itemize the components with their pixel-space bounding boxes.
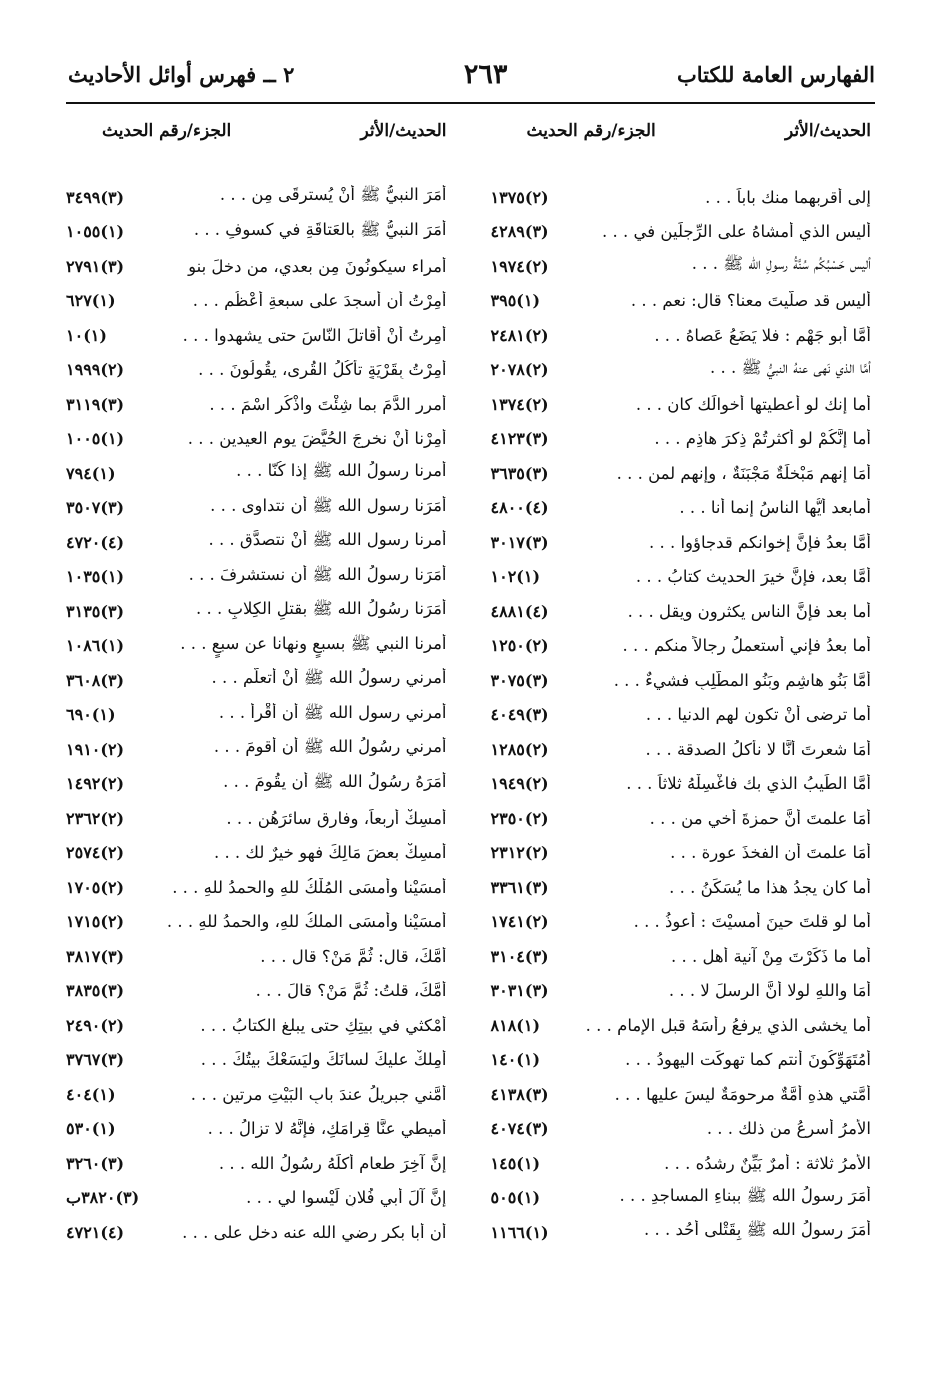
- index-entry: [66, 939, 451, 974]
- index-entry: [491, 1112, 876, 1147]
- hadith-reference: (٣)٣١١٩: [66, 394, 125, 414]
- index-entry: [66, 698, 451, 733]
- hadith-reference: (٣)٣٦٠٨: [66, 670, 125, 690]
- index-entry: [491, 974, 876, 1009]
- hadith-reference: (٣)٣٠١٧: [490, 532, 549, 552]
- hadith-reference: (٣)٣٠٣١: [490, 981, 549, 1001]
- hadith-opening-text: أمَّا بعدُ فإنَّ إخوانكم قدجاؤوا . . .: [648, 532, 871, 552]
- hadith-reference: (٣)٣٨٢٠ب: [66, 1188, 140, 1208]
- hadith-opening-text: أُمِرْتُ بِقَرْيَةٍ تأكُلُ القُرى، يقُولُونَ . . .: [198, 360, 447, 380]
- index-entry: [66, 353, 451, 388]
- hadith-opening-text: أمَّني جبريلُ عندَ بابِ البَيْتِ مرتين . . .: [190, 1084, 447, 1104]
- hadith-opening-text: إلى أقربهما منك باباً . . .: [705, 187, 871, 207]
- hadith-opening-text: أمَا إنهم مَبْخلَةٌ مَجْبَنَةٌ ، وإنهم لمن . . .: [616, 463, 871, 483]
- hadith-opening-text: إنَّ آخِرَ طعامٍ أكلَهُ رسُولُ الله . . .: [218, 1153, 447, 1173]
- index-entry: [66, 663, 451, 698]
- hadith-reference: (٢)١٩١٠: [66, 739, 125, 759]
- hadith-opening-text: أمرني رسُولُ الله ﷺ أن أقومَ . . .: [213, 737, 447, 757]
- hadith-opening-text: أمِلكْ عليكَ لسانَكَ وليَسَعْكَ بيتُكَ . . .: [200, 1050, 447, 1070]
- index-entry: [66, 387, 451, 422]
- index-entry: [491, 905, 876, 940]
- hadith-opening-text: الأمرُ أسرعُ من ذلك . . .: [706, 1119, 871, 1139]
- hadith-opening-text: أمَرَنا رسولُ الله ﷺ أن نستشرفَ . . .: [188, 564, 447, 584]
- hadith-reference: (٢)٢٥٧٤: [66, 843, 125, 863]
- header-rule: [66, 102, 875, 104]
- hadith-reference: (١)٣٩٥: [490, 291, 541, 311]
- column-header: [491, 106, 876, 156]
- book-index-title: الفهارس العامة للكتاب: [676, 61, 875, 87]
- hadith-reference: (١)٧٩٤: [66, 463, 116, 483]
- hadith-reference: (٢)٢٤٩٠: [66, 1015, 125, 1035]
- index-entry: [491, 732, 876, 767]
- right-entries: [491, 180, 876, 1250]
- hadith-reference: (١)٤٠٤: [66, 1084, 116, 1104]
- index-entry: [491, 663, 876, 698]
- hadith-opening-text: أُمَّتي هذهِ أُمَّةٌ مرحومَةٌ ليسَ عليها . . .: [614, 1084, 871, 1104]
- hadith-reference: (٢)١٧٠٥: [66, 877, 125, 897]
- hadith-opening-text: أمسَيْنا وأمسَى الملكُ للهِ، والحمدُ للهِ . . .: [166, 912, 447, 932]
- index-entry: [66, 629, 451, 664]
- hadith-reference: (٢)٢٣٥٠: [490, 808, 549, 828]
- hadith-opening-text: أما يخشى الذي يرفعُ رأسَهُ قبل الإمام . . .: [585, 1015, 871, 1035]
- hadith-opening-text: أمسَيْنا وأمسَى المُلْكُ للهِ والحمدُ للهِ . . .: [172, 877, 447, 897]
- column-header-hadith: الحديث/الأثر: [785, 121, 871, 141]
- hadith-opening-text: أما إنَّكُمْ لو أكثرتُمْ ذِكرَ هاذِمِ . . .: [654, 429, 871, 449]
- hadith-opening-text: أمَرَ النبيُّ ﷺ أنْ يُسترقَى مِن . . .: [219, 185, 447, 205]
- hadith-opening-text: أمْكثي في بيتِكِ حتى يبلغ الكتابُ . . .: [200, 1015, 447, 1035]
- index-entry: [491, 525, 876, 560]
- hadith-reference: (١)١٤٠: [490, 1050, 541, 1070]
- hadith-opening-text: أن أبا بكر رضي الله عنه دخل على . . .: [182, 1222, 447, 1242]
- hadith-reference: (١)١٠٢: [490, 567, 541, 587]
- index-entry: [66, 318, 451, 353]
- hadith-reference: (١)٥٣٠: [66, 1119, 116, 1139]
- hadith-reference: (٣)٣٨٣٥: [66, 981, 125, 1001]
- hadith-reference: (١)١٠٠٥: [66, 429, 125, 449]
- column-header-ref: الجزء/رقم الحديث: [526, 121, 656, 141]
- hadith-reference: (٣)٤٠٤٩: [490, 705, 549, 725]
- hadith-reference: (٣)٣١٣٥: [66, 601, 125, 621]
- index-entry: [491, 870, 876, 905]
- hadith-reference: (٢)١٢٨٥: [490, 739, 549, 759]
- hadith-reference: (٢)١٧٤١: [490, 912, 549, 932]
- index-entry: [66, 870, 451, 905]
- index-entry: [66, 1215, 451, 1250]
- hadith-reference: (٣)٣٣٦١: [490, 877, 549, 897]
- index-entry: [66, 249, 451, 284]
- hadith-reference: (٢)١٢٥٠: [490, 636, 549, 656]
- hadith-reference: (١)٦٢٧: [66, 291, 116, 311]
- hadith-opening-text: أمَّا بعد، فإنَّ خيرَ الحديث كتابُ . . .: [635, 567, 871, 587]
- hadith-opening-text: أمسِكْ بعضَ مَالِكَ فهو خيرٌ لك . . .: [213, 843, 447, 863]
- hadith-opening-text: أمَّا الطِّيبُ الذي بك فاغْسِلْهُ ثلاثاً . . .: [626, 774, 871, 794]
- hadith-opening-text: أمَّا أبو جَهْمٍ : فلا يَضَعُ عَصاهُ . . .: [654, 325, 871, 345]
- index-entry: [491, 215, 876, 250]
- hadith-reference: (١)١٠: [66, 325, 107, 345]
- index-entry: [66, 836, 451, 871]
- page-number: ٢٦٣: [463, 58, 508, 90]
- hadith-opening-text: أليس قد صلَّيتَ معنا؟ قال: نعم . . .: [630, 291, 871, 311]
- index-entry: [491, 1077, 876, 1112]
- index-entry: [491, 801, 876, 836]
- hadith-opening-text: أمرِرِ الدَّمَ بما شِئْتَ واذْكُرِ اسْمَ . . .: [209, 394, 447, 414]
- index-entry: [491, 767, 876, 802]
- index-entry: [491, 180, 876, 215]
- index-entry: [491, 387, 876, 422]
- index-entry: [491, 1215, 876, 1250]
- index-entry: [66, 1112, 451, 1147]
- hadith-opening-text: أمَا علمتَ أنَّ حمزةَ أخي من . . .: [649, 808, 871, 828]
- hadith-opening-text: أمَرَ النبيُّ ﷺ بالعَتاقَةِ في كسوفِ . . .: [193, 219, 447, 239]
- hadith-reference: (٢)٢٠٧٨: [490, 360, 549, 380]
- hadith-reference: (٣)٣٤٩٩: [66, 187, 125, 207]
- hadith-opening-text: أُمَّكَ، قال: ثُمَّ مَنْ؟ قال . . .: [260, 946, 447, 966]
- hadith-reference: (١)١١٦٦: [490, 1222, 549, 1242]
- index-entry: [66, 974, 451, 1009]
- hadith-opening-text: أمرني رسولُ الله ﷺ أنْ أتعلَّم . . .: [211, 668, 447, 688]
- column-header: [66, 106, 451, 156]
- hadith-reference: (٣)٣٥٠٧: [66, 498, 125, 518]
- index-entry: [491, 318, 876, 353]
- hadith-opening-text: أميطي عنَّا قِرامَكِ، فإنَّهُ لا تزالُ . . .: [207, 1119, 447, 1139]
- hadith-reference: (٣)٤٠٧٤: [490, 1119, 549, 1139]
- hadith-reference: (١)١٠٥٥: [66, 222, 125, 242]
- index-entry: [66, 560, 451, 595]
- hadith-opening-text: أليس الذي أمشاهُ على الرِّجلَين في . . .: [602, 222, 871, 242]
- hadith-reference: (٣)٤١٣٨: [490, 1084, 549, 1104]
- index-entry: [491, 249, 876, 284]
- hadith-opening-text: أمرنا رسولُ الله ﷺ إذا كُنّا . . .: [236, 461, 447, 481]
- hadith-reference: (٣)٤٢٨٩: [490, 222, 549, 242]
- hadith-opening-text: أمرنا رسول الله ﷺ أنْ نتصدَّق . . .: [208, 530, 447, 550]
- index-entry: [66, 732, 451, 767]
- hadith-reference: (٢)١٩٩٩: [66, 360, 125, 380]
- hadith-reference: (٣)٢٧٩١: [66, 256, 125, 276]
- index-entry: [66, 1008, 451, 1043]
- hadith-opening-text: أمِرتُ أنْ أقاتلَ النّاسَ حتى يشهدوا . . .: [182, 325, 447, 345]
- column-header-ref: الجزء/رقم الحديث: [102, 121, 232, 141]
- hadith-opening-text: أمُتَهَوِّكُونَ أنتم كما تهوكَت اليهودُ . . .: [625, 1050, 871, 1070]
- index-entry: [491, 456, 876, 491]
- hadith-reference: (٣)٣٨١٧: [66, 946, 125, 966]
- index-entry: [491, 1043, 876, 1078]
- hadith-reference: (١)١٠٨٦: [66, 636, 125, 656]
- hadith-opening-text: أمرنا النبي ﷺ بسبعٍ ونهانا عن سبعٍ . . .: [180, 633, 447, 653]
- index-entry: [491, 594, 876, 629]
- hadith-opening-text: أمَا علمتَ أن الفخذَ عورة . . .: [670, 843, 871, 863]
- hadith-opening-text: أما إنك لو أعطيتها أخوالَك كان . . .: [635, 394, 871, 414]
- hadith-opening-text: أمَّا الذي نَهى عنهُ النبيُّ ﷺ . . .: [710, 357, 871, 377]
- hadith-opening-text: أما ترضى أنْ تكون لهم الدنيا . . .: [645, 705, 871, 725]
- index-entry: [491, 422, 876, 457]
- index-entry: [491, 1008, 876, 1043]
- index-columns: [66, 106, 875, 1314]
- hadith-reference: (٢)١٩٤٩: [490, 774, 549, 794]
- hadith-opening-text: أُمِرْتُ أن أسجدَ على سبعةِ أعْظُمٍ . . .: [192, 291, 447, 311]
- hadith-opening-text: أمراء سيكونُونَ مِن بعدي، من دخلَ بنو: [188, 256, 447, 276]
- index-entry: [66, 1146, 451, 1181]
- hadith-reference: (١)٥٠٥: [490, 1188, 541, 1208]
- column-header-hadith: الحديث/الأثر: [360, 121, 447, 141]
- hadith-opening-text: أمَرَنا رسول الله ﷺ أن نتداوى . . .: [210, 495, 447, 515]
- hadith-reference: (٣)٣١٠٤: [490, 946, 549, 966]
- hadith-reference: (٢)٢٣٦٢: [66, 808, 125, 828]
- hadith-opening-text: أمَّا بَنُو هاشِمٍ وبَنُو المطَّلِبِ فشيءٌ . . .: [613, 670, 871, 690]
- hadith-reference: (١)٦٩٠: [66, 705, 116, 725]
- index-entry: [491, 560, 876, 595]
- hadith-reference: (٣)٣٧٦٧: [66, 1050, 125, 1070]
- hadith-opening-text: إنَّ آلَ أبي فُلانٍ لَيْسوا لي . . .: [246, 1188, 447, 1208]
- hadith-opening-text: أمَا واللهِ لولا أنَّ الرسلَ لا . . .: [668, 981, 871, 1001]
- hadith-reference: (١)١٠٣٥: [66, 567, 125, 587]
- index-entry: [66, 594, 451, 629]
- hadith-opening-text: أما بعد فإنَّ الناس يكثرون ويقل . . .: [627, 601, 871, 621]
- hadith-reference: (٤)٤٧٢١: [66, 1222, 125, 1242]
- index-entry: [491, 353, 876, 388]
- index-entry: [66, 422, 451, 457]
- index-entry: [491, 698, 876, 733]
- right-column: [471, 106, 876, 1314]
- hadith-reference: (٢)١٧١٥: [66, 912, 125, 932]
- index-entry: [491, 491, 876, 526]
- index-entry: [491, 284, 876, 319]
- hadith-opening-text: أمرني رسول الله ﷺ أن أقْرأ . . .: [218, 702, 447, 722]
- hadith-opening-text: أمَا شعرتَ أنَّا لا نأكلُ الصدقة . . .: [645, 739, 871, 759]
- hadith-reference: (٣)٤١٢٣: [490, 429, 549, 449]
- hadith-opening-text: أمَرَ رسولُ الله ﷺ بِقَتْلى أُحُد . . .: [644, 1220, 871, 1240]
- hadith-reference: (٢)١٤٩٢: [66, 774, 125, 794]
- index-entry: [66, 1043, 451, 1078]
- hadith-opening-text: أمَرَ رسولُ الله ﷺ ببناءِ المساجدِ . . .: [619, 1185, 871, 1205]
- index-entry: [66, 767, 451, 802]
- hadith-opening-text: أما بعدُ فإني أستعملُ رجالاً منكم . . .: [622, 636, 871, 656]
- hadith-reference: (١)١٤٥: [490, 1153, 541, 1173]
- hadith-reference: (٤)٤٧٢٠: [66, 532, 125, 552]
- hadith-reference: (٣)٣٠٧٥: [490, 670, 549, 690]
- hadith-opening-text: أمَرَهُ رسُولُ الله ﷺ أن يقُومَ . . .: [223, 771, 447, 791]
- index-entry: [66, 180, 451, 215]
- section-title: ٢ ــ فهرس أوائل الأحاديث: [68, 61, 295, 87]
- left-column: [66, 106, 471, 1314]
- index-entry: [491, 1146, 876, 1181]
- index-entry: [491, 629, 876, 664]
- index-entry: [66, 1181, 451, 1216]
- index-entry: [66, 215, 451, 250]
- index-entry: [66, 491, 451, 526]
- hadith-reference: (٣)٣٦٣٥: [490, 463, 549, 483]
- index-entry: [66, 456, 451, 491]
- index-entry: [66, 525, 451, 560]
- hadith-opening-text: أما ما ذَكَرْتَ مِنْ آنية أهلِ . . .: [670, 946, 871, 966]
- hadith-reference: (٢)١٣٧٥: [490, 187, 549, 207]
- hadith-reference: (٤)٤٨٨١: [490, 601, 549, 621]
- index-entry: [491, 836, 876, 871]
- hadith-opening-text: أما كان يجدُ هذا ما يُسَكِّنُ . . .: [669, 877, 871, 897]
- hadith-opening-text: أما لو قلتَ حينَ أمسيْتَ : أعوذُ . . .: [633, 912, 871, 932]
- left-entries: [66, 180, 451, 1250]
- hadith-reference: (٢)١٣٧٤: [490, 394, 549, 414]
- hadith-reference: (٢)٢٣١٢: [490, 843, 549, 863]
- hadith-opening-text: أُمَّكَ، قلتُ: ثُمَّ مَنْ؟ قالَ . . .: [255, 981, 447, 1001]
- hadith-opening-text: أمسِكْ أربعاً، وفارِق سائرَهُن . . .: [226, 808, 447, 828]
- hadith-reference: (٤)٤٨٠٠: [490, 498, 549, 518]
- hadith-reference: (٣)٣٢٦٠: [66, 1153, 125, 1173]
- hadith-reference: (٢)٢٤٨١: [490, 325, 549, 345]
- hadith-opening-text: أمابعد أيُّها الناسُ إنما أنا . . .: [679, 498, 871, 518]
- hadith-opening-text: أمَرَنا رسُولُ الله ﷺ بقتلِ الكِلابِ . . .: [195, 599, 447, 619]
- hadith-opening-text: أليس حَسْبُكُم سُنَّةُ رسولِ الله ﷺ . . .: [691, 254, 871, 274]
- index-entry: [66, 284, 451, 319]
- hadith-opening-text: أُمِرْنا أنْ نخرجَ الحُيَّضَ يوم العيدين . . .: [187, 429, 447, 449]
- hadith-reference: (١)٨١٨: [490, 1015, 541, 1035]
- index-entry: [66, 1077, 451, 1112]
- index-entry: [491, 1181, 876, 1216]
- running-header: [68, 52, 875, 96]
- index-entry: [66, 801, 451, 836]
- index-entry: [491, 939, 876, 974]
- hadith-opening-text: الأمرُ ثلاثة : أمرٌ بَيِّنٌ رشدُه . . .: [664, 1153, 871, 1173]
- index-entry: [66, 905, 451, 940]
- hadith-reference: (٢)١٩٧٤: [490, 256, 549, 276]
